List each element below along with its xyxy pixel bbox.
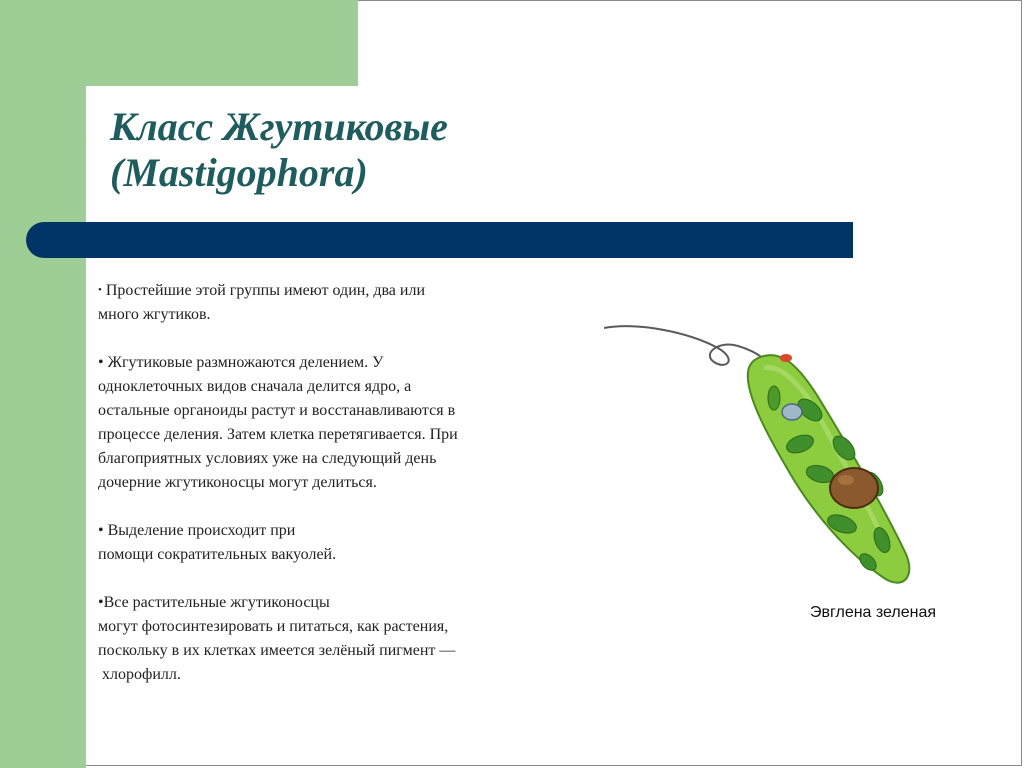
bullet-line: Выделение происходит при xyxy=(107,522,296,539)
body-text xyxy=(98,278,568,711)
contractile-vacuole xyxy=(782,404,802,420)
decor-navy-bar xyxy=(26,222,853,258)
bullet-line: могут фотосинтезировать и питаться, как растения, xyxy=(98,618,449,635)
decor-green-top-block xyxy=(0,0,358,86)
bullet-line: остальные органоиды растут и восстанавливаются в xyxy=(98,402,456,419)
bullet-marker: • xyxy=(98,284,102,296)
bullet-line: одноклеточных видов сначала делится ядро, а xyxy=(98,378,412,395)
bullet-paragraph xyxy=(98,519,568,567)
flagellum xyxy=(604,326,770,366)
bullet-line: дочерние жгутиконосцы могут делиться. xyxy=(98,474,377,491)
eyespot xyxy=(780,354,792,362)
bullet-line: хлорофилл. xyxy=(102,666,181,683)
bullet-line: Простейшие этой группы имеют один, два или xyxy=(105,282,426,299)
euglena-figure xyxy=(598,318,932,600)
title-line-2: (Mastigophora) xyxy=(110,150,368,195)
nucleus xyxy=(830,468,878,508)
slide-title xyxy=(110,104,448,196)
title-line-1: Класс Жгутиковые xyxy=(110,104,448,149)
bullet-line: процессе деления. Затем клетка перетягивается. При xyxy=(98,426,458,443)
bullet-line: поскольку в их клетках имеется зелёный пигмент — xyxy=(98,642,456,659)
decor-green-left-bar xyxy=(0,0,86,768)
bullet-line: Все растительные жгутиконосцы xyxy=(103,594,330,611)
bullet-line: много жгутиков. xyxy=(98,306,211,323)
figure-caption: Эвглена зеленая xyxy=(810,604,937,621)
nucleus-highlight xyxy=(838,475,854,485)
bullet-marker: • xyxy=(98,594,104,611)
bullet-marker: • xyxy=(98,354,104,371)
bullet-paragraph xyxy=(98,591,568,687)
chloroplast xyxy=(768,386,780,410)
bullet-paragraph xyxy=(98,351,568,495)
bullet-line: Жгутиковые размножаются делением. У xyxy=(107,354,384,371)
bullet-line: помощи сократительных вакуолей. xyxy=(98,546,337,563)
bullet-paragraph xyxy=(98,278,568,327)
bullet-line: благоприятных условиях уже на следующий день xyxy=(98,450,437,467)
euglena-icon xyxy=(598,318,932,600)
bullet-marker: • xyxy=(98,522,104,539)
